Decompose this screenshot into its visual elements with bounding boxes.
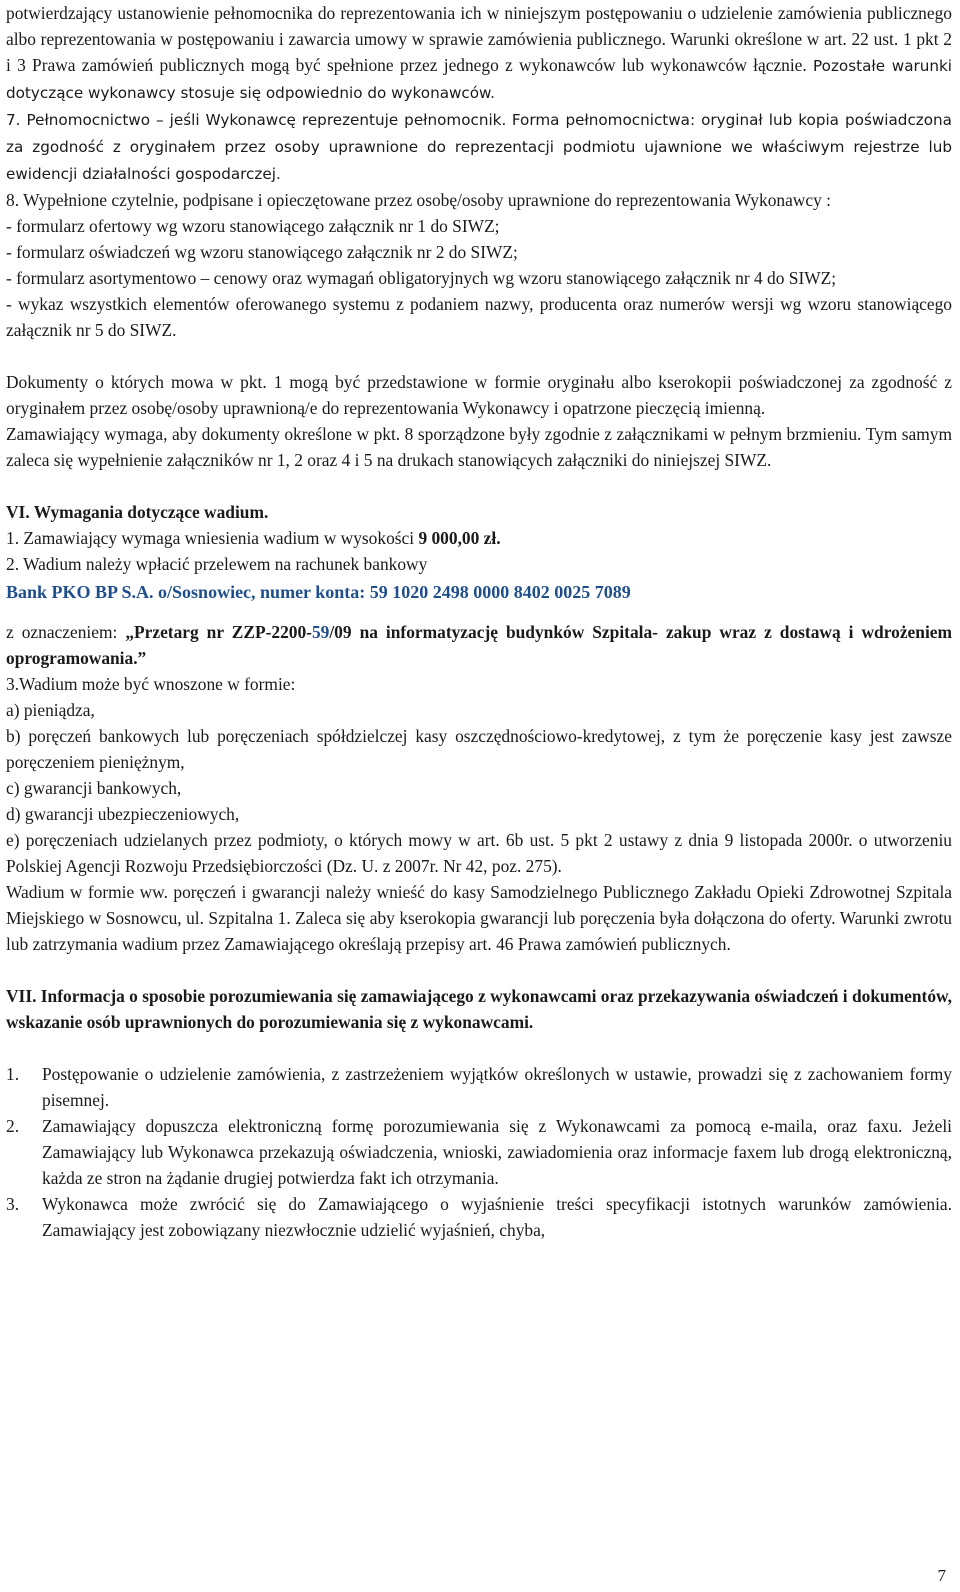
list-item bbox=[6, 1113, 952, 1191]
item-7-body: Forma pełnomocnictwa: oryginał lub kopia poświadczona za zgodność z oryginałem przez osoby uprawnione do reprezentacji podmiotu ujawnione we właściwym rejestrze lub ewidencji działalności gospodarczej. bbox=[6, 111, 952, 183]
transfer-title-label: z oznaczeniem: bbox=[6, 622, 126, 642]
spacer bbox=[6, 1035, 952, 1061]
documents-paragraph-2: Zamawiający wymaga, aby dokumenty określone w pkt. 8 sporządzone były zgodnie z załącznikami w pełnym brzmieniu. Tym samym zaleca się wypełnienie załączników nr 1, 2 oraz 4 i 5 na drukach stanowiących załączniki do niniejszej SIWZ. bbox=[6, 424, 952, 470]
intro-text: potwierdzający ustanowienie pełnomocnika do reprezentowania ich w niniejszym postępowaniu o udzielenie zamówienia publicznego albo reprezentowania w postępowaniu i zawarcia umowy w sprawie zamówienia publicznego. Warunki określone w art. 22 ust. 1 pkt 2 i 3 Prawa zamówień publicznych mogą być spełnione przez jednego z wykonawców lub wykonawców łącznie. bbox=[6, 3, 952, 75]
wadium-amount-text: 1. Zamawiający wymaga wniesienia wadium w wysokości bbox=[6, 528, 419, 548]
section-6-heading: VI. Wymagania dotyczące wadium. bbox=[6, 502, 269, 522]
wadium-forms-lead: 3.Wadium może być wnoszone w formie: bbox=[6, 674, 296, 694]
document-page bbox=[6, 0, 952, 1243]
bank-account: Bank PKO BP S.A. o/Sosnowiec, numer konta: 59 1020 2498 0000 8402 0025 7089 bbox=[6, 582, 631, 602]
list-item-number: 1. bbox=[6, 1064, 20, 1084]
wadium-amount: 9 000,00 zł. bbox=[418, 528, 501, 548]
list-item-text: Wykonawca może zwrócić się do Zamawiającego o wyjaśnienie treści specyfikacji istotnych warunków zamówienia. Zamawiający jest zobowiązany niezwłocznie udzielić wyjaśnień, chyba, bbox=[42, 1194, 952, 1240]
wadium-form-a: a) pieniądza, bbox=[6, 700, 95, 720]
wadium-amount-line bbox=[6, 525, 952, 551]
intro-text-rest: Pozostałe warunki dotyczące wykonawcy stosuje się odpowiednio do wykonawców. bbox=[6, 57, 953, 102]
wadium-form-b: b) poręczeń bankowych lub poręczeniach spółdzielczej kasy oszczędnościowo-kredytowej, z tym że poręczenie kasy jest zawsze poręczeniem pieniężnym, bbox=[6, 726, 952, 772]
list-item-number: 2. bbox=[6, 1116, 20, 1136]
documents-paragraph-1: Dokumenty o których mowa w pkt. 1 mogą być przedstawione w formie oryginału albo kserokopii poświadczonej za zgodność z oryginałem przez osobę/osoby uprawnioną/e do reprezentowania Wykonawcy i opatrzone pieczęcią imienną. bbox=[6, 372, 952, 418]
wadium-transfer-line: 2. Wadium należy wpłacić przelewem na rachunek bankowy bbox=[6, 554, 428, 574]
spacer bbox=[6, 957, 952, 983]
spacer bbox=[6, 343, 952, 369]
list-item bbox=[6, 1191, 952, 1243]
intro-paragraph bbox=[6, 0, 952, 106]
transfer-title-part1: „Przetarg nr ZZP-2200- bbox=[125, 622, 312, 642]
item-8-form-4: - wykaz wszystkich elementów oferowanego systemu z podaniem nazwy, producenta oraz numerów wersji wg wzoru stanowiącego załącznik nr 5 do SIWZ. bbox=[6, 294, 952, 340]
transfer-title-number: 59 bbox=[311, 622, 330, 642]
list-item-number: 3. bbox=[6, 1194, 20, 1214]
wadium-form-c: c) gwarancji bankowych, bbox=[6, 778, 182, 798]
item-7-title: 7. Pełnomocnictwo – jeśli Wykonawcę reprezentuje pełnomocnik. bbox=[6, 111, 507, 129]
list-item-text: Postępowanie o udzielenie zamówienia, z zastrzeżeniem wyjątków określonych w ustawie, prowadzi się z zachowaniem formy pisemnej. bbox=[42, 1064, 952, 1110]
section-7-heading: VII. Informacja o sposobie porozumiewania się zamawiającego z wykonawcami oraz przekazywania oświadczeń i dokumentów, wskazanie osób uprawnionych do porozumiewania się z wykonawcami. bbox=[6, 986, 952, 1032]
transfer-title bbox=[6, 619, 952, 671]
spacer bbox=[6, 605, 952, 619]
item-8-lead: 8. Wypełnione czytelnie, podpisane i opieczętowane przez osobę/osoby uprawnione do reprezentowania Wykonawcy : bbox=[6, 190, 831, 210]
list-item bbox=[6, 1061, 952, 1113]
item-8-form-2: - formularz oświadczeń wg wzoru stanowiącego załącznik nr 2 do SIWZ; bbox=[6, 242, 518, 262]
transfer-title-part2: /09 na informatyzację budynków Szpitala- zakup wraz z dostawą i wdrożeniem oprogramowania.” bbox=[6, 622, 952, 668]
wadium-form-e: e) poręczeniach udzielanych przez podmioty, o których mowy w art. 6b ust. 5 pkt 2 ustawy z dnia 9 listopada 2000r. o utworzeniu Polskiej Agencji Rozwoju Przedsiębiorczości (Dz. U. z 2007r. Nr 42, poz. 275). bbox=[6, 830, 952, 876]
page-number: 7 bbox=[937, 1566, 946, 1585]
spacer bbox=[6, 473, 952, 499]
list-item-text: Zamawiający dopuszcza elektroniczną formę porozumiewania się z Wykonawcami za pomocą e-maila, oraz faxu. Jeżeli Zamawiający lub Wykonawca przekazują oświadczenia, wnioski, zawiadomienia oraz informacje faxem lub drogą elektroniczną, każda ze stron na żądanie drugiej potwierdza fakt ich otrzymania. bbox=[42, 1116, 952, 1188]
item-7 bbox=[6, 106, 952, 187]
wadium-form-d: d) gwarancji ubezpieczeniowych, bbox=[6, 804, 240, 824]
wadium-other-forms: Wadium w formie ww. poręczeń i gwarancji należy wnieść do kasy Samodzielnego Publicznego Zakładu Opieki Zdrowotnej Szpitala Miejskiego w Sosnowcu, ul. Szpitalna 1. Zaleca się aby kserokopia gwarancji lub poręczenia była dołączona do oferty. Warunki zwrotu lub zatrzymania wadium przez Zamawiającego określają przepisy art. 46 Prawa zamówień publicznych. bbox=[6, 882, 952, 954]
item-8-form-1: - formularz ofertowy wg wzoru stanowiącego załącznik nr 1 do SIWZ; bbox=[6, 216, 500, 236]
item-8-form-3: - formularz asortymentowo – cenowy oraz wymagań obligatoryjnych wg wzoru stanowiącego załącznik nr 4 do SIWZ; bbox=[6, 268, 837, 288]
section-7-list bbox=[6, 1061, 952, 1243]
